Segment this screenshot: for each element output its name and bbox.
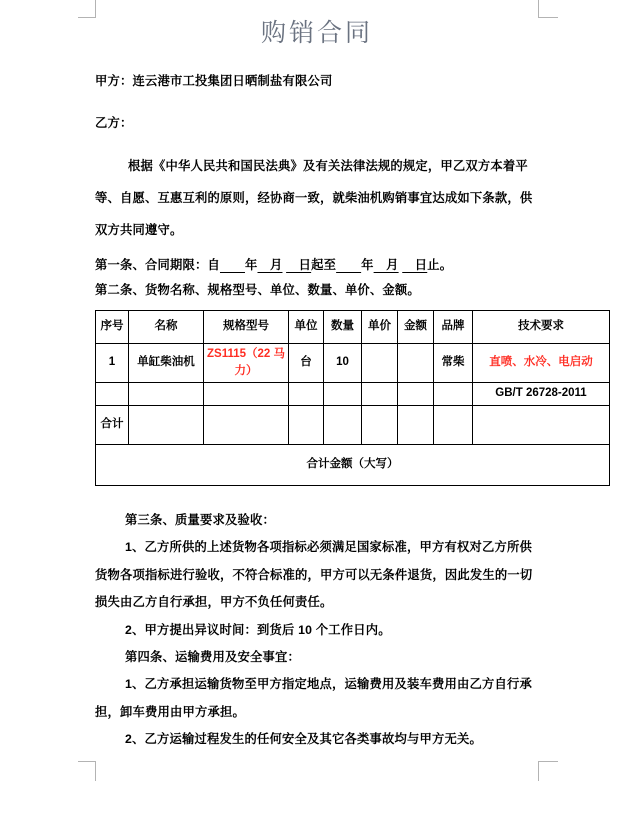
- table-cell: [129, 406, 204, 445]
- margin-mark-bottom-left: [78, 761, 96, 781]
- table-cell: [96, 383, 129, 406]
- clause-1-term-line: [95, 252, 538, 278]
- table-cell: 常柴: [434, 344, 473, 383]
- clause-1-text: 年: [244, 258, 258, 272]
- table-row: [96, 383, 610, 406]
- clause-1-text: 第一条、合同期限：自: [95, 258, 220, 272]
- clause-3-heading: 第三条、质量要求及验收：: [125, 513, 275, 527]
- party-b-line: 乙方：: [95, 116, 133, 130]
- table-header-cell: 序号: [96, 311, 129, 344]
- table-header-cell: 单位: [289, 311, 324, 344]
- table-cell: [398, 406, 434, 445]
- table-cell: 单缸柴油机: [129, 344, 204, 383]
- clause-4-heading: 第四条、运输费用及安全事宜：: [125, 650, 300, 665]
- clause-4-item-2: 2、乙方运输过程发生的任何安全及其它各类事故均与甲方无关。: [125, 732, 482, 747]
- table-cell: [289, 406, 324, 445]
- table-header-cell: 技术要求: [473, 311, 610, 344]
- table-cell: [324, 406, 362, 445]
- clause-4-item-1: 1、乙方承担运输货物至甲方指定地点，运输费用及装车费用由乙方自行承担，卸车费用由甲方承担。: [95, 677, 532, 719]
- table-header-cell: 金额: [398, 311, 434, 344]
- table-header-cell: 名称: [129, 311, 204, 344]
- blank-underline: 日: [402, 258, 428, 272]
- blank-underline: 月: [373, 258, 399, 272]
- table-cell: [434, 383, 473, 406]
- table-row: [96, 344, 610, 383]
- table-cell: [204, 383, 289, 406]
- table-cell: [473, 406, 610, 445]
- blank-underline: [220, 258, 245, 272]
- table-cell: 1: [96, 344, 129, 383]
- clause-2-line: 第二条、货物名称、规格型号、单位、数量、单价、金额。: [95, 283, 420, 297]
- table-cell: [362, 383, 398, 406]
- table-cell: GB/T 26728-2011: [473, 383, 610, 406]
- blank-underline: 月: [257, 258, 283, 272]
- table-cell: [204, 406, 289, 445]
- clause-1-text: 年: [361, 258, 374, 272]
- margin-mark-top-left: [78, 0, 96, 18]
- table-cell: ZS1115（22 马力）: [204, 344, 289, 383]
- table-cell: [362, 406, 398, 445]
- table-cell: [434, 406, 473, 445]
- table-row: [96, 445, 610, 486]
- table-cell: [398, 344, 434, 383]
- table-cell: 10: [324, 344, 362, 383]
- clause-1-text: 止。: [427, 258, 453, 272]
- margin-mark-bottom-right: [538, 761, 558, 781]
- table-cell: 台: [289, 344, 324, 383]
- blank-underline: [336, 258, 361, 272]
- clause-3-item-2: 2、甲方提出异议时间：到货后 10 个工作日内。: [125, 622, 391, 637]
- margin-mark-top-right: [538, 0, 558, 18]
- table-row: [96, 311, 610, 344]
- table-cell: [129, 383, 204, 406]
- clause-1-text: 起至: [311, 258, 337, 272]
- table-header-cell: 数量: [324, 311, 362, 344]
- table-footer-cell: 合计金额（大写）: [96, 445, 610, 486]
- goods-table: [95, 310, 610, 486]
- table-cell: [398, 383, 434, 406]
- table-row: [96, 406, 610, 445]
- party-a-line: 甲方：连云港市工投集团日晒制盐有限公司: [95, 74, 333, 88]
- table-cell: [289, 383, 324, 406]
- blank-underline: 日: [286, 258, 312, 272]
- table-header-cell: 单价: [362, 311, 398, 344]
- table-cell: 合计: [96, 406, 129, 445]
- table-header-cell: 规格型号: [204, 311, 289, 344]
- table-header-cell: 品牌: [434, 311, 473, 344]
- clause-3-item-1: 1、乙方所供的上述货物各项指标必须满足国家标准，甲方有权对乙方所供货物各项指标进行验收，不符合标准的，甲方可以无条件退货，因此发生的一切损失由乙方自行承担，甲方不负任何责任。: [95, 540, 533, 610]
- document-title: 购销合同: [260, 18, 373, 47]
- table-cell: 直喷、水冷、电启动: [473, 344, 610, 383]
- intro-paragraph: 根据《中华人民共和国民法典》及有关法律法规的规定，甲乙双方本着平等、自愿、互惠互利的原则，经协商一致，就柴油机购销事宜达成如下条款，供双方共同遵守。: [95, 159, 533, 237]
- clauses-block: [95, 507, 538, 754]
- table-cell: [324, 383, 362, 406]
- table-cell: [362, 344, 398, 383]
